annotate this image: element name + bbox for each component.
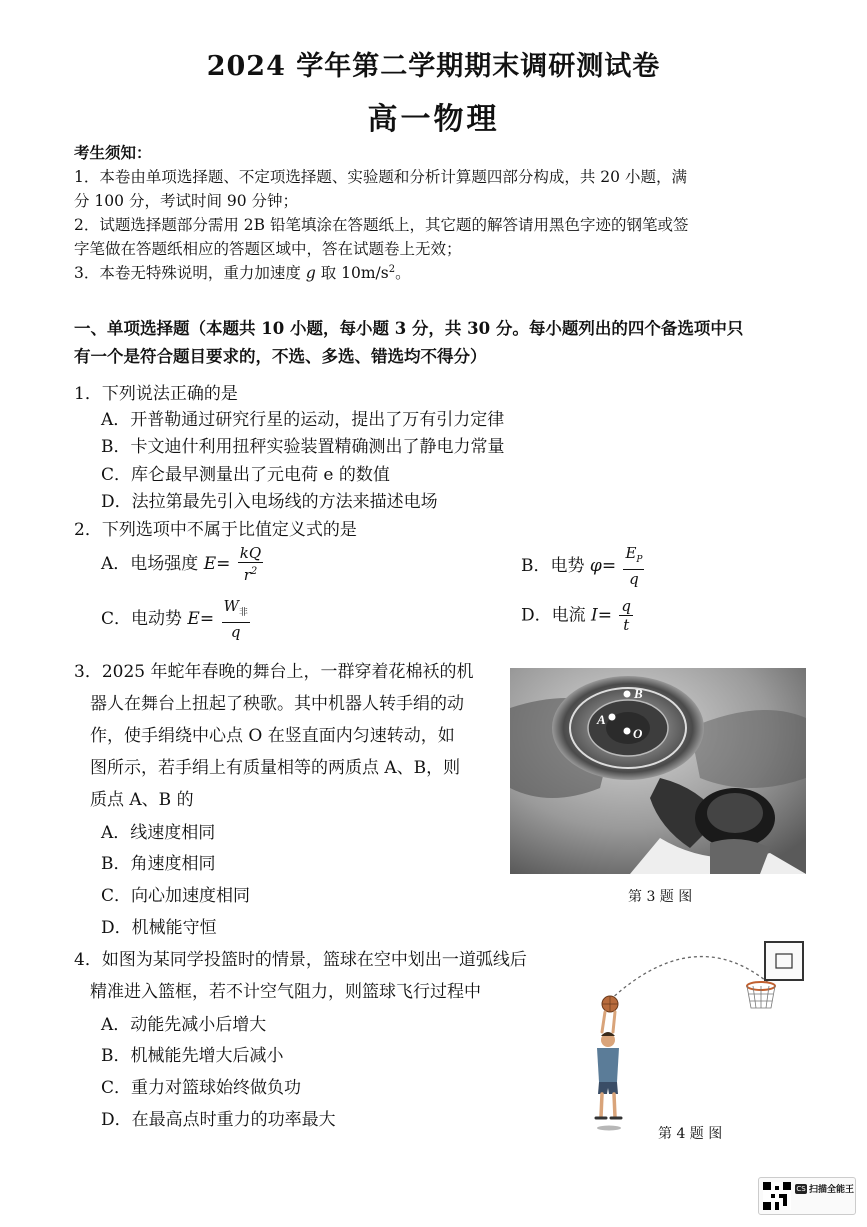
notice-item-1-line-2: 分 100 分，考试时间 90 分钟； bbox=[74, 192, 299, 210]
question-4-option-a: A．动能先减小后增大 bbox=[101, 1015, 267, 1035]
question-3-line-5: 质点 A、B 的 bbox=[90, 790, 194, 810]
point-a-label: A bbox=[597, 712, 606, 727]
fraction: $\frac{E_P}{q}$ bbox=[625, 544, 643, 588]
exam-title: 2024 学年第二学期期末调研测试卷 bbox=[206, 51, 661, 82]
fraction: $\frac{W_非}{q}$ bbox=[223, 597, 248, 641]
question-3-option-b: B．角速度相同 bbox=[101, 854, 216, 874]
question-2-option-d: D．电流 I= $\frac{q}{t}$ bbox=[521, 597, 632, 634]
point-a-marker bbox=[609, 714, 616, 721]
notice-heading: 考生须知： bbox=[74, 143, 152, 162]
question-1-option-d: D．法拉第最先引入电场线的方法来描述电场 bbox=[101, 492, 438, 512]
center-o-label: O bbox=[633, 726, 643, 741]
ball-trajectory bbox=[610, 957, 770, 1000]
question-2-option-a: A．电场强度 E= $\frac{kQ}{r^2}$ bbox=[101, 544, 262, 584]
question-1-option-b: B．卡文迪什利用扭秤实验装置精确测出了静电力常量 bbox=[101, 437, 505, 457]
question-4-line-2: 精准进入篮框，若不计空气阻力，则篮球飞行过程中 bbox=[90, 982, 481, 1002]
player-shirt bbox=[597, 1048, 619, 1082]
question-3-option-c: C．向心加速度相同 bbox=[101, 886, 251, 906]
section-1-line-2: 有一个是符合题目要求的，不选、多选、错选均不得分） bbox=[74, 347, 487, 366]
scanner-watermark bbox=[758, 1177, 856, 1215]
question-3-caption: 第 3 题 图 bbox=[628, 889, 693, 905]
exam-subject: 高一物理 bbox=[367, 102, 500, 137]
question-3-line-3: 作，使手绢绕中心点 O 在竖直面内匀速转动，如 bbox=[90, 726, 455, 746]
question-2-option-b: B．电势 φ= $\frac{E_P}{q}$ bbox=[521, 544, 643, 588]
question-2-option-c: C．电动势 E= $\frac{W_非}{q}$ bbox=[101, 597, 248, 641]
point-b-label: B bbox=[634, 686, 643, 701]
scanner-app-name: 扫描全能王 bbox=[809, 1185, 855, 1195]
question-3-line-1: 3．2025 年蛇年春晚的舞台上，一群穿着花棉袄的机 bbox=[74, 662, 474, 682]
fraction: $\frac{kQ}{r^2}$ bbox=[239, 544, 262, 584]
question-3-option-a: A．线速度相同 bbox=[101, 823, 216, 843]
backboard bbox=[765, 942, 803, 980]
question-3-line-2: 器人在舞台上扭起了秧歌。其中机器人转手绢的动 bbox=[90, 694, 464, 714]
question-2-stem: 2．下列选项中不属于比值定义式的是 bbox=[74, 520, 357, 540]
question-4-figure bbox=[575, 922, 815, 1134]
notice-item-1-line-1: 1．本卷由单项选择题、不定项选择题、实验题和分析计算题四部分构成，共 20 小题，满 bbox=[74, 168, 687, 186]
question-1-stem: 1．下列说法正确的是 bbox=[74, 384, 238, 404]
notice-item-2-line-1: 2．试题选择题部分需用 2B 铅笔填涂在答题纸上，其它题的解答请用黑色字迹的钢笔或签 bbox=[74, 216, 689, 234]
question-4-caption: 第 4 题 图 bbox=[658, 1126, 723, 1142]
question-4-option-d: D．在最高点时重力的功率最大 bbox=[101, 1110, 336, 1130]
question-1-option-c: C．库仑最早测量出了元电荷 e 的数值 bbox=[101, 465, 390, 485]
question-4-option-c: C．重力对篮球始终做负功 bbox=[101, 1078, 302, 1098]
center-o-marker bbox=[624, 728, 631, 735]
qr-code-icon bbox=[763, 1182, 791, 1210]
question-1-option-a: A．开普勒通过研究行星的运动，提出了万有引力定律 bbox=[101, 410, 505, 430]
question-4-option-b: B．机械能先增大后减小 bbox=[101, 1046, 284, 1066]
notice-item-3: 3．本卷无特殊说明，重力加速度 g 取 $10m/s^2$。 bbox=[74, 263, 411, 282]
question-3-figure bbox=[510, 668, 806, 874]
point-b-marker bbox=[624, 691, 631, 698]
fraction: $\frac{q}{t}$ bbox=[621, 597, 632, 634]
section-1-line-1: 一、单项选择题（本题共 10 小题，每小题 3 分，共 30 分。每小题列出的四个备选项中只 bbox=[74, 319, 744, 338]
question-3-line-4: 图所示，若手绢上有质量相等的两质点 A、B，则 bbox=[90, 758, 461, 778]
question-3-option-d: D．机械能守恒 bbox=[101, 918, 217, 938]
scanner-logo-icon: CS bbox=[796, 1185, 806, 1193]
question-4-line-1: 4．如图为某同学投篮时的情景，篮球在空中划出一道弧线后 bbox=[74, 950, 527, 970]
notice-item-2-line-2: 字笔做在答题纸相应的答题区域中，答在试题卷上无效； bbox=[74, 240, 462, 258]
